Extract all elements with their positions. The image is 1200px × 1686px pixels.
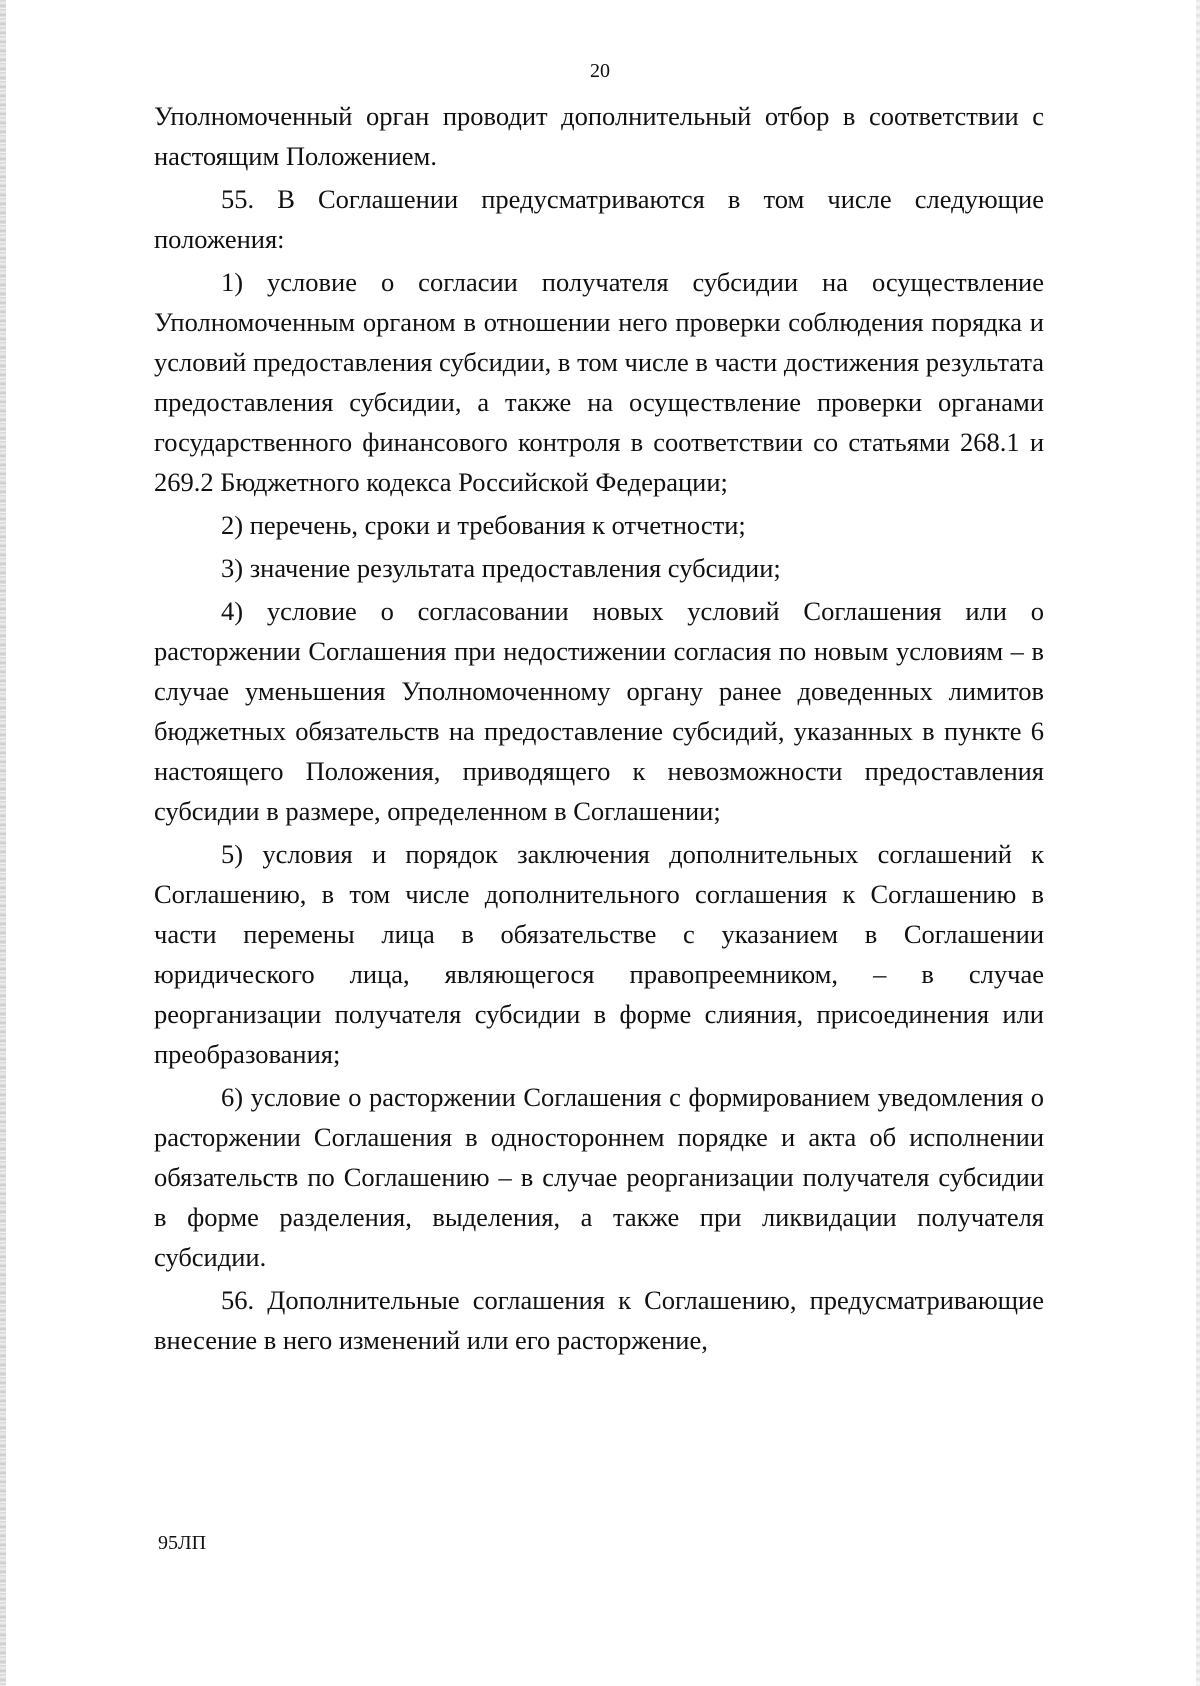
- paragraph-continuation: Уполномоченный орган проводит дополнительный отбор в соответствии с настоящим Положением.: [154, 101, 1044, 171]
- paragraph-item-6: 6) условие о расторжении Соглашения с формированием уведомления о расторжении Соглашения в одностороннем порядке и акта об исполнении обязательств по Соглашению – в случае реорганизации получателя субсидии в форме разделения, выделения, а также при ликвидации получателя субсидии.: [154, 1082, 1044, 1272]
- document-footer-code: 95ЛП: [158, 1532, 207, 1554]
- paragraph-item-2: 2) перечень, сроки и требования к отчетности;: [221, 510, 746, 540]
- scan-edge-right: [1196, 0, 1200, 1686]
- document-body: [154, 96, 1044, 1363]
- paragraph-item-3: 3) значение результата предоставления субсидии;: [221, 553, 781, 583]
- paragraph-item-4: 4) условие о согласовании новых условий Соглашения или о расторжении Соглашения при недостижении согласия по новым условиям – в случае уменьшения Уполномоченному органу ранее доведенных лимитов бюджетных обязательств на предоставление субсидий, указанных в пункте 6 настоящего Положения, приводящего к невозможности предоставления субсидии в размере, определенном в Соглашении;: [154, 596, 1044, 826]
- paragraph-item-1: 1) условие о согласии получателя субсидии на осуществление Уполномоченным органом в отношении него проверки соблюдения порядка и условий предоставления субсидии, в том числе в части достижения результата предоставления субсидии, а также на осуществление проверки органами государственного финансового контроля в соответствии со статьями 268.1 и 269.2 Бюджетного кодекса Российской Федерации;: [154, 267, 1044, 497]
- scan-edge-left: [0, 0, 6, 1686]
- paragraph-item-5: 5) условия и порядок заключения дополнительных соглашений к Соглашению, в том числе дополнительного соглашения к Соглашению в части перемены лица в обязательстве с указанием в Соглашении юридического лица, являющегося правопреемником, – в случае реорганизации получателя субсидии в форме слияния, присоединения или преобразования;: [154, 839, 1044, 1069]
- page-number: 20: [590, 60, 610, 82]
- paragraph-clause-56: 56. Дополнительные соглашения к Соглашению, предусматривающие внесение в него изменений или его расторжение,: [154, 1285, 1044, 1355]
- paragraph-clause-55: 55. В Соглашении предусматриваются в том числе следующие положения:: [154, 184, 1044, 254]
